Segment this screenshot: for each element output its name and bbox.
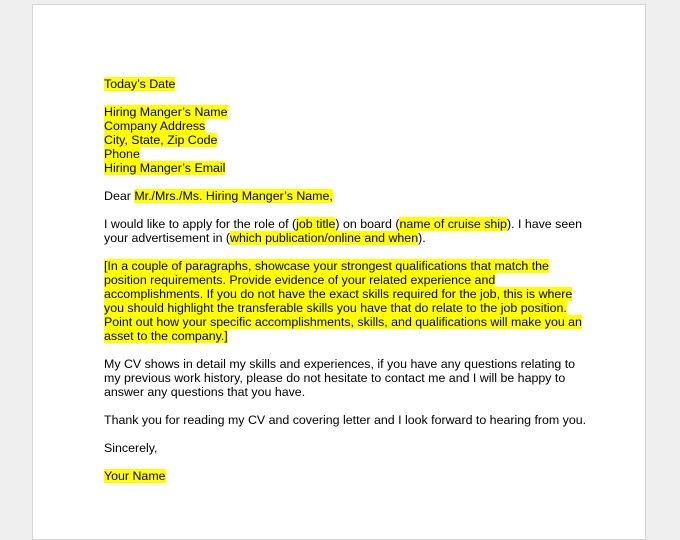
salutation-name: Mr./Mrs./Ms. Hiring Manger’s Name,	[134, 189, 333, 203]
recipient-phone: Phone	[104, 147, 140, 161]
recipient-city-state-zip: City, State, Zip Code	[104, 133, 218, 147]
date-line	[104, 77, 604, 91]
thanks-paragraph: Thank you for reading my CV and covering letter and I look forward to hearing from you.	[104, 413, 587, 427]
document-page	[32, 4, 646, 540]
body-placeholder-line: position requirements. Provide evidence of your related experience and	[104, 273, 496, 287]
salutation	[104, 189, 604, 203]
letter-body	[104, 77, 604, 483]
intro-text: I would like to apply for the role of (	[104, 217, 297, 231]
signature-line	[104, 469, 604, 483]
publication-placeholder: which publication/online and when	[230, 231, 419, 245]
intro-text: your advertisement in (	[104, 231, 231, 245]
signature-placeholder: Your Name	[104, 469, 166, 483]
cv-paragraph-line: My CV shows in detail my skills and experiences, if you have any questions relating to	[104, 357, 576, 371]
recipient-name: Hiring Manger’s Name	[104, 105, 228, 119]
body-placeholder-line: you should highlight the transferable skills you have that do relate to the job position.	[104, 301, 567, 315]
intro-text: ) on board (	[335, 217, 400, 231]
intro-text: ).	[418, 231, 426, 245]
date-placeholder: Today’s Date	[104, 77, 176, 91]
ship-name-placeholder: name of cruise ship	[399, 217, 507, 231]
body-placeholder-paragraph	[104, 259, 604, 343]
body-placeholder-line: [In a couple of paragraphs, showcase your strongest qualifications that match the	[104, 259, 549, 273]
body-placeholder-line: Point out how your specific accomplishments, skills, and qualifications will make you an	[104, 315, 582, 329]
salutation-prefix: Dear	[104, 189, 135, 203]
cv-paragraph-line: answer any questions that you have.	[104, 385, 306, 399]
body-placeholder-line: accomplishments. If you do not have the exact skills required for the job, this is where	[104, 287, 573, 301]
intro-text: ). I have seen	[506, 217, 583, 231]
job-title-placeholder: job title	[296, 217, 336, 231]
closing: Sincerely,	[104, 441, 158, 455]
cv-paragraph	[104, 357, 604, 399]
recipient-address: Company Address	[104, 119, 206, 133]
body-placeholder-line: asset to the company.]	[104, 329, 228, 343]
intro-paragraph	[104, 217, 604, 245]
cv-paragraph-line: my previous work history, please do not hesitate to contact me and I will be happy to	[104, 371, 566, 385]
recipient-block	[104, 105, 604, 175]
recipient-email: Hiring Manger’s Email	[104, 161, 226, 175]
